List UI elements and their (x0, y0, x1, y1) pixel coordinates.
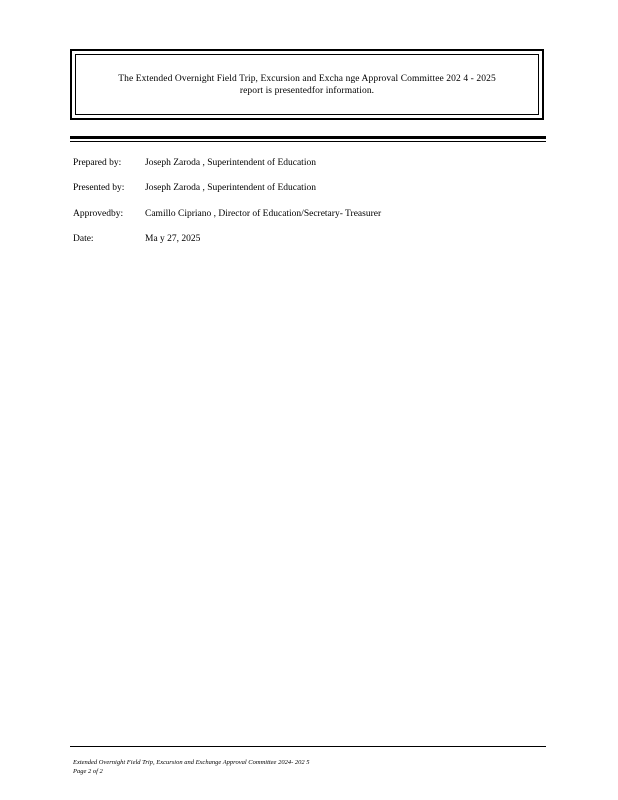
presented-by-label: Presented by: (73, 183, 125, 193)
prepared-by-value: Joseph Zaroda , Superintendent of Education (145, 158, 316, 168)
notice-box (70, 49, 544, 120)
date-label: Date: (73, 234, 94, 244)
approved-by-label: Approvedby: (73, 209, 124, 219)
footer-divider (70, 746, 546, 747)
presented-by-value: Joseph Zaroda , Superintendent of Education (145, 183, 316, 193)
prepared-by-label: Prepared by: (73, 158, 122, 168)
section-divider-thin (70, 141, 546, 142)
footer-page-number: Page 2 of 2 (73, 768, 103, 775)
notice-line-2: report is presentedfor information. (239, 85, 375, 96)
approved-by-value: Camillo Cipriano , Director of Education/Secretary- Treasurer (145, 209, 382, 219)
page-footer (73, 758, 310, 776)
footer-title: Extended Overnight Field Trip, Excursion and Exchange Approval Committee 2024- 202 5 (73, 759, 310, 766)
section-divider-thick (70, 136, 546, 139)
notice-line-1: The Extended Overnight Field Trip, Excursion and Excha nge Approval Committee 202 4 - 2025 (118, 73, 496, 84)
notice-box-inner (75, 54, 539, 115)
date-value: Ma y 27, 2025 (145, 234, 201, 244)
